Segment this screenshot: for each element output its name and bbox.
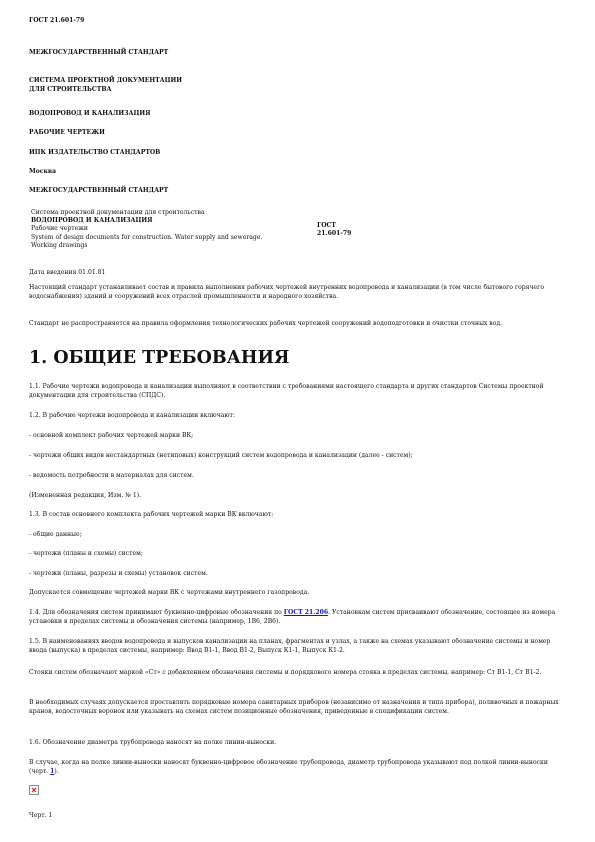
numbering-paragraph: В необходимых случаях допускается проставлять порядковые номера санитарных приборов (независимо от назначения и типа прибора), поливочных и пожарных кранов, водосточных воронок или указывать на схемах систем позиционные обозначения, приведенные в спецификации систем. (29, 699, 559, 715)
broken-image-icon (29, 785, 39, 795)
clause-1-4-text-a: 1.4. Для обозначения систем принимают буквенно-цифровые обозначения по (29, 609, 284, 616)
amendment-note: (Измененная редакция, Изм. № 1). (29, 492, 142, 499)
title-table-line2: ВОДОПРОВОД И КАНАЛИЗАЦИЯ (31, 217, 153, 225)
interstate-standard-2: МЕЖГОСУДАРСТВЕННЫЙ СТАНДАРТ (29, 187, 169, 194)
list-item: - чертежи общих видов нестандартных (нетиповых) конструкций систем водопровода и канализации (далее - систем); (29, 452, 413, 459)
clause-1-6: 1.6. Обозначение диаметра трубопровода наносят на полке линии-выноски. (29, 739, 277, 746)
title-table-line5: Working drawings (31, 241, 88, 249)
clause-1-4-text-b: . Установкам систем присваивают обозначение, состоящее из номера установки в пределах системы и обозначения системы (например, 1В6, 2В6). (29, 609, 556, 625)
publisher: ИПК ИЗДАТЕЛЬСТВО СТАНДАРТОВ (29, 149, 161, 156)
system-title-line2: ДЛЯ СТРОИТЕЛЬСТВА (29, 86, 112, 93)
title-table-line4: System of design documents for construction. Water supply and sewerage. (31, 233, 263, 241)
introduction-date: Дата введения 01.01.81 (29, 269, 106, 276)
water-title: ВОДОПРОВОД И КАНАЛИЗАЦИЯ (29, 110, 151, 117)
figure-caption: Черт. 1 (29, 812, 53, 819)
doc-code: ГОСТ 21.601-79 (29, 17, 85, 24)
risers-paragraph: Стояки систем обозначают маркой «Ст» с добавлением обозначения системы и порядкового номера стояка в пределах системы, например: Ст В1-1, Ст В1-2. (29, 669, 542, 676)
clause-1-1: 1.1. Рабочие чертежи водопровода и канализации выполняют в соответствии с требованиями настоящего стандарта и других стандартов Системы проектной документации для строительства (СПДС). (29, 383, 544, 399)
figure-1-link[interactable]: 1 (50, 768, 55, 775)
gost-label: ГОСТ (317, 222, 336, 229)
drawings-title: РАБОЧИЕ ЧЕРТЕЖИ (29, 129, 105, 136)
exclusion-paragraph: Стандарт не распространяется на правила оформления технологических рабочих чертежей сооружений водоподготовки и очистки сточных вод. (29, 320, 503, 327)
title-table (29, 209, 389, 250)
title-table-line1: Система проектной документации для строительства (31, 209, 205, 216)
diameter-text-a: В случае, когда на полке линии-выноски наносят буквенно-цифровое обозначение трубопровода, диаметр трубопровода указывают под полкой линии-выноски (черт. (29, 759, 548, 775)
clause-1-4 (29, 608, 559, 626)
title-table-right (315, 209, 389, 250)
city: Москва (29, 168, 57, 175)
gost-number: 21.601-79 (317, 230, 352, 238)
list-item: - ведомость потребности в материалах для систем. (29, 472, 194, 479)
list-item: - общие данные; (29, 531, 82, 538)
combine-paragraph: Допускается совмещение чертежей марки ВК с чертежами внутреннего газопровода. (29, 589, 310, 596)
interstate-standard: МЕЖГОСУДАРСТВЕННЫЙ СТАНДАРТ (29, 49, 169, 56)
diameter-paragraph (29, 758, 559, 776)
system-title-line1: СИСТЕМА ПРОЕКТНОЙ ДОКУМЕНТАЦИИ (29, 77, 183, 84)
list-item: - основной комплект рабочих чертежей марки ВК; (29, 432, 194, 439)
clause-1-3: 1.3. В состав основного комплекта рабочих чертежей марки ВК включают: (29, 511, 274, 518)
title-table-line3: Рабочие чертежи (31, 225, 88, 233)
scope-paragraph: Настоящий стандарт устанавливает состав и правила выполнения рабочих чертежей внутренних водопровода и канализации (в том числе бытового горячего водоснабжения) зданий и сооружений всех отраслей промышленности и народного хозяйства. (29, 284, 545, 300)
gost-21-206-link[interactable]: ГОСТ 21.206 (283, 609, 329, 616)
clause-1-5: 1.5. В наименованиях вводов водопровода и выпусков канализации на планах, фрагментах и узлах, а также на схемах указывают обозначение системы и номер ввода (выпуска) в пределах системы, например: Ввод В1-1, Ввод В1-2, Выпуск К1-1, Выпуск К1-2. (29, 638, 551, 654)
section-heading: 1. ОБЩИЕ ТРЕБОВАНИЯ (29, 348, 290, 368)
list-item: - чертежи (планы, разрезы и схемы) установок систем. (29, 570, 208, 577)
clause-1-2: 1.2. В рабочие чертежи водопровода и канализации включают: (29, 412, 235, 419)
title-table-left (29, 209, 315, 250)
diameter-text-b: ). (54, 768, 59, 775)
broken-image-x-icon (30, 786, 38, 794)
list-item: - чертежи (планы и схемы) систем; (29, 550, 143, 557)
